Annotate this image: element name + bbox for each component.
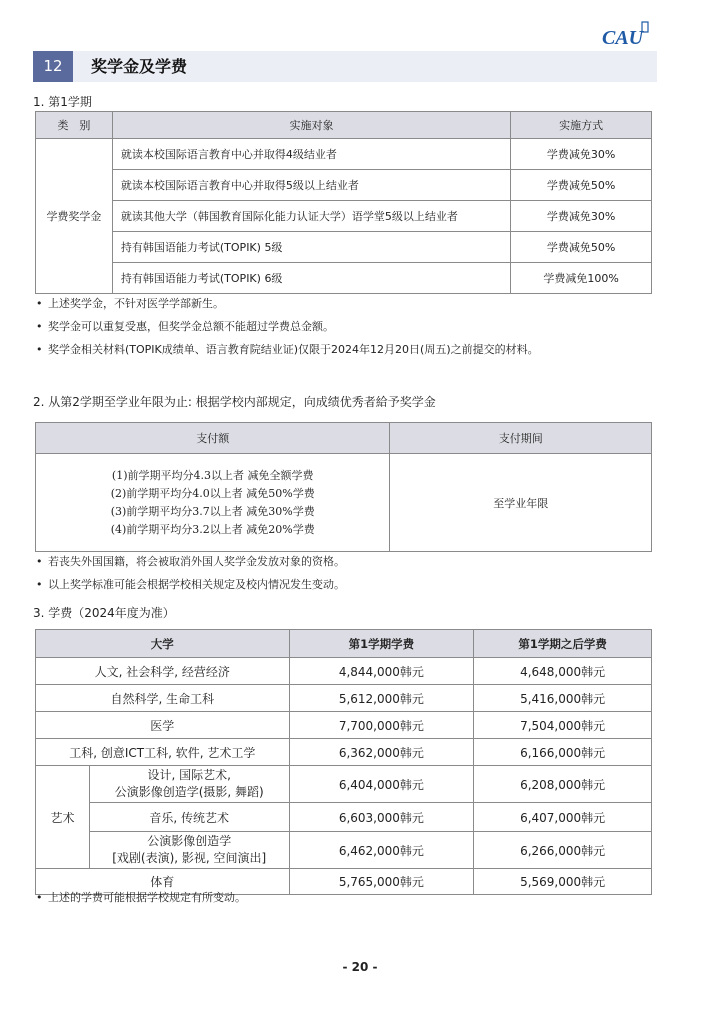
table-row (36, 712, 652, 739)
table-row (36, 232, 652, 263)
col-header-amount: 支付额 (36, 423, 390, 454)
section3-notes (36, 886, 246, 909)
after-fee-cell: 6,407,000韩元 (474, 803, 652, 832)
logo-text: CAU (602, 27, 644, 49)
table-row (36, 139, 652, 170)
section-number: 12 (33, 51, 73, 82)
after-fee-cell: 6,208,000韩元 (474, 766, 652, 803)
college-name-line: 公演影像创造学 (147, 834, 232, 848)
section2-notes (36, 550, 345, 596)
col-header-college: 大学 (36, 630, 290, 658)
col-header-period: 支付期间 (390, 423, 652, 454)
amount-line: (3)前学期平均分3.7以上者 减免30%学费 (110, 504, 315, 518)
after-fee-cell: 5,569,000韩元 (474, 869, 652, 895)
first-fee-cell: 5,612,000韩元 (289, 685, 474, 712)
table-header-row (36, 630, 652, 658)
table-row (36, 454, 652, 552)
amount-line: (4)前学期平均分3.2以上者 减免20%学费 (110, 522, 315, 536)
note-item: • 若丧失外国国籍，将会被取消外国人奖学金发放对象的资格。 (36, 550, 345, 573)
college-cell: 人文, 社会科学, 经营经济 (36, 658, 290, 685)
table-row (36, 832, 652, 869)
col-header-method: 实施方式 (511, 112, 652, 139)
college-cell: 自然科学, 生命工科 (36, 685, 290, 712)
cau-logo (600, 20, 656, 50)
section1-notes (36, 292, 539, 361)
scholarship-table-first-semester (35, 111, 652, 294)
table-row (36, 263, 652, 294)
table-row (36, 658, 652, 685)
college-cell: 工科, 创意ICT工科, 软件, 艺术工学 (36, 739, 290, 766)
table-row (36, 766, 652, 803)
method-cell: 学费减免100% (511, 263, 652, 294)
page-number: - 20 - (342, 960, 378, 974)
section2-title: 2. 从第2学期至学业年限为止: 根据学校内部规定，向成绩优秀者給予奖学金 (33, 395, 436, 409)
target-cell: 就读本校国际语言教育中心并取得4级结业者 (112, 139, 510, 170)
section-title: 奖学金及学费 (91, 57, 188, 76)
table-row (36, 803, 652, 832)
first-fee-cell: 5,765,000韩元 (289, 869, 474, 895)
amount-line: (2)前学期平均分4.0以上者 减免50%学费 (110, 486, 315, 500)
college-cell: 音乐, 传统艺术 (89, 803, 289, 832)
college-cell (89, 766, 289, 803)
target-cell: 持有韩国语能力考试(TOPIK) 5级 (112, 232, 510, 263)
section1-title: 1. 第1学期 (33, 95, 92, 109)
after-fee-cell: 7,504,000韩元 (474, 712, 652, 739)
college-cell: 体育 (36, 869, 290, 895)
method-cell: 学费减免30% (511, 139, 652, 170)
table-row (36, 739, 652, 766)
table-header-row (36, 112, 652, 139)
target-cell: 持有韩国语能力考试(TOPIK) 6级 (112, 263, 510, 294)
note-item: • 上述奖学金，不针对医学学部新生。 (36, 292, 539, 315)
art-category-cell: 艺术 (36, 766, 90, 869)
amount-line: (1)前学期平均分4.3以上者 减免全额学费 (111, 468, 314, 482)
table-row (36, 201, 652, 232)
target-cell: 就读本校国际语言教育中心并取得5级以上结业者 (112, 170, 510, 201)
note-item: • 奖学金可以重复受惠，但奖学金总额不能超过学费总金额。 (36, 315, 539, 338)
after-fee-cell: 6,166,000韩元 (474, 739, 652, 766)
method-cell: 学费减免50% (511, 232, 652, 263)
after-fee-cell: 5,416,000韩元 (474, 685, 652, 712)
after-fee-cell: 6,266,000韩元 (474, 832, 652, 869)
method-cell: 学费减免30% (511, 201, 652, 232)
category-cell: 学费奖学金 (36, 139, 113, 294)
first-fee-cell: 6,603,000韩元 (289, 803, 474, 832)
section-header (33, 51, 657, 82)
first-fee-cell: 6,362,000韩元 (289, 739, 474, 766)
col-header-first-semester: 第1学期学费 (289, 630, 474, 658)
col-header-after-first: 第1学期之后学费 (474, 630, 652, 658)
college-name-line: 公演影像创造学(摄影, 舞蹈) (114, 785, 264, 799)
table-row (36, 685, 652, 712)
after-fee-cell: 4,648,000韩元 (474, 658, 652, 685)
note-item: • 以上奖学标准可能会根据学校相关规定及校内情况发生变动。 (36, 573, 345, 596)
section3-title: 3. 学费（2024年度为准） (33, 606, 175, 620)
first-fee-cell: 7,700,000韩元 (289, 712, 474, 739)
tuition-table (35, 629, 652, 895)
period-cell: 至学业年限 (390, 454, 652, 552)
col-header-target: 实施对象 (112, 112, 510, 139)
target-cell: 就读其他大学（韩国教育国际化能力认证大学）语学堂5级以上结业者 (112, 201, 510, 232)
table-header-row (36, 423, 652, 454)
first-fee-cell: 6,462,000韩元 (289, 832, 474, 869)
college-name-line: [戏剧(表演), 影视, 空间演出] (112, 851, 267, 865)
col-header-category: 类 别 (36, 112, 113, 139)
college-name-line: 设计, 国际艺术, (147, 768, 231, 782)
method-cell: 学费减免50% (511, 170, 652, 201)
table-row (36, 170, 652, 201)
note-item: • 奖学金相关材料(TOPIK成绩单、语言教育院结业证)仅限于2024年12月20日(周五)之前提交的材料。 (36, 338, 539, 361)
first-fee-cell: 4,844,000韩元 (289, 658, 474, 685)
note-item: • 上述的学费可能根据学校规定有所变动。 (36, 886, 246, 909)
scholarship-table-later-semesters (35, 422, 652, 552)
first-fee-cell: 6,404,000韩元 (289, 766, 474, 803)
college-cell: 医学 (36, 712, 290, 739)
college-cell (89, 832, 289, 869)
amount-cell (36, 454, 390, 552)
